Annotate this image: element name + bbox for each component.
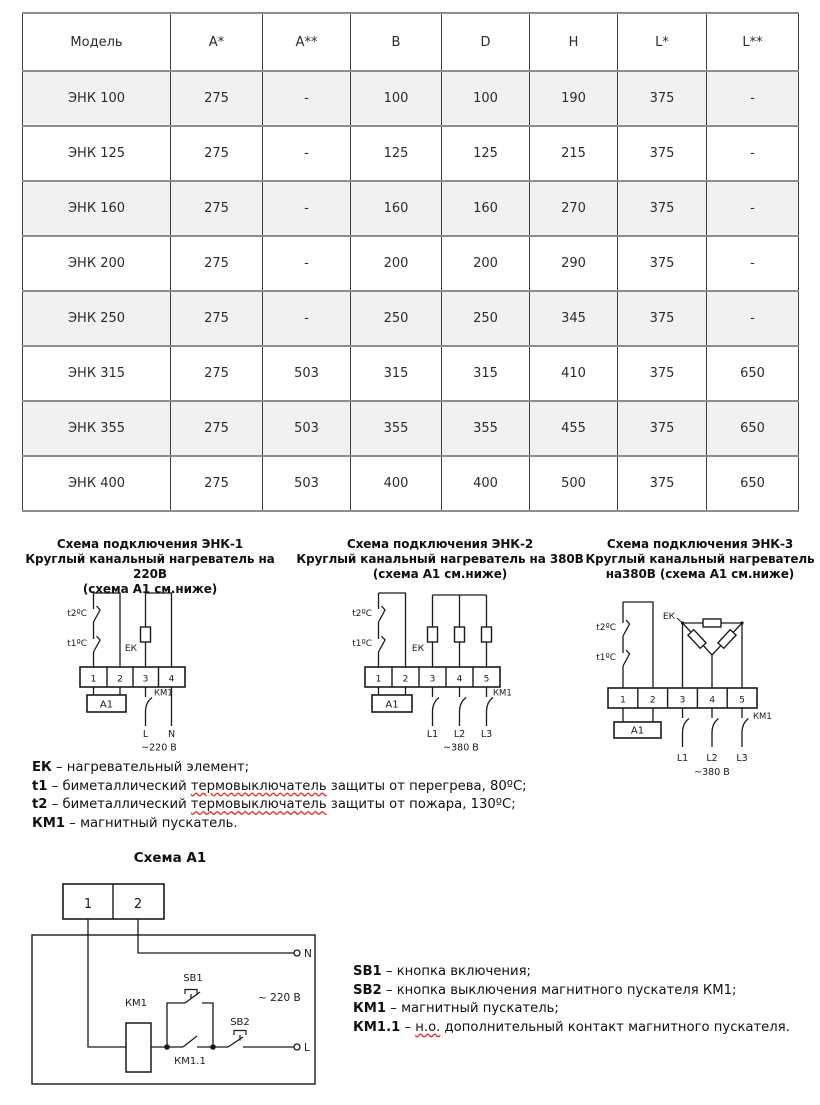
legend-line: t1 – биметаллический термовыключатель защиты от перегрева, 80ºС; [32, 778, 527, 794]
value-cell: 275 [171, 236, 263, 291]
thermal-switch-t1 [623, 650, 630, 666]
model-cell: ЭНК 160 [23, 181, 171, 236]
phase-l3-label: L3 [736, 753, 748, 764]
heater-element [718, 630, 736, 649]
value-cell: - [263, 126, 351, 181]
junction-dot [164, 1044, 170, 1050]
value-cell: - [263, 236, 351, 291]
sb1-contact [185, 992, 200, 1003]
heater-element [141, 627, 151, 642]
table-header-row [23, 13, 799, 71]
n-terminal [294, 950, 300, 956]
legend-line: SB2 – кнопка выключения магнитного пускателя КМ1; [353, 982, 737, 998]
phase-l-label: L [142, 729, 149, 740]
table-row [23, 291, 799, 346]
value-cell: 100 [351, 71, 442, 126]
sb2-button-actuator [234, 1031, 246, 1041]
title-line: Круглый канальный нагреватель на 220В [25, 552, 275, 581]
title-line: (схема А1 см.ниже) [82, 582, 218, 596]
value-cell: 200 [442, 236, 530, 291]
phase-l-label: L [304, 1042, 310, 1054]
km1-contact [742, 719, 749, 733]
terminal-number: 1 [83, 897, 93, 912]
thermal-switch-t2 [379, 606, 386, 622]
diagram-title-enk2 [290, 537, 590, 582]
thermal-switch-t2 [94, 606, 101, 622]
voltage-label: ~220 В [141, 742, 177, 754]
a1-label: А1 [385, 699, 399, 711]
terminal-number: 2 [117, 674, 123, 685]
km1-1-label: КМ1.1 [174, 1056, 206, 1067]
column-header: A* [171, 13, 263, 71]
heater-element [688, 630, 706, 649]
value-cell: 375 [618, 126, 707, 181]
table-row [23, 401, 799, 456]
schema-a1-title: Схема А1 [133, 850, 207, 866]
value-cell: 503 [263, 401, 351, 456]
terminal-number: 4 [709, 695, 716, 706]
t2-label: t2ºC [67, 609, 87, 619]
value-cell: 500 [530, 456, 618, 511]
value-cell: 355 [351, 401, 442, 456]
legend-line: SB1 – кнопка включения; [353, 964, 531, 979]
model-cell: ЭНК 400 [23, 456, 171, 511]
a1-wires [32, 884, 315, 1084]
table-row [23, 126, 799, 181]
km1-label: КМ1 [154, 688, 173, 699]
value-cell: 250 [442, 291, 530, 346]
column-header: D [442, 13, 530, 71]
t1-label: t1ºC [67, 639, 87, 649]
phase-l2-label: L2 [706, 753, 718, 764]
value-cell: 270 [530, 181, 618, 236]
ek-label: ЕК [124, 644, 137, 654]
terminal-number: 2 [649, 695, 656, 706]
value-cell: 410 [530, 346, 618, 401]
voltage-label: ~380 В [443, 742, 479, 754]
phase-l1-label: L1 [676, 753, 689, 764]
km1-contact [683, 719, 690, 733]
value-cell: 275 [171, 291, 263, 346]
model-cell: ЭНК 100 [23, 71, 171, 126]
phase-l3-label: L3 [480, 729, 493, 740]
model-cell: ЭНК 125 [23, 126, 171, 181]
terminal-number: 4 [456, 674, 463, 685]
enk1-wiring-diagram [10, 585, 290, 765]
model-cell: ЭНК 315 [23, 346, 171, 401]
model-cell: ЭНК 355 [23, 401, 171, 456]
title-line: Круглый канальный нагреватель [585, 552, 815, 566]
schema-a1-diagram [30, 876, 370, 1105]
column-header: A** [263, 13, 351, 71]
value-cell: 375 [618, 291, 707, 346]
value-cell: 160 [442, 181, 530, 236]
title-line: (схема А1 см.ниже) [372, 567, 508, 581]
value-cell: 250 [351, 291, 442, 346]
table-row [23, 456, 799, 511]
enk1-wires [80, 593, 185, 726]
ek-label: ЕК [411, 644, 424, 654]
value-cell: 375 [618, 236, 707, 291]
phase-l1-label: L1 [426, 729, 439, 740]
value-cell: 400 [351, 456, 442, 511]
voltage-label: ~380 В [694, 767, 730, 778]
value-cell: 455 [530, 401, 618, 456]
button-legend [353, 963, 790, 1037]
t1-label: t1ºC [596, 653, 616, 663]
voltage-label: ~ 220 В [258, 992, 301, 1004]
sb1-label: SB1 [183, 973, 203, 984]
title-line: Схема подключения ЭНК-2 [346, 537, 534, 551]
t2-label: t2ºC [596, 623, 616, 633]
model-cell: ЭНК 200 [23, 236, 171, 291]
legend-line: КМ1 – магнитный пускатель; [353, 1001, 559, 1017]
table-row [23, 71, 799, 126]
sb2-contact [228, 1037, 243, 1047]
value-cell: 375 [618, 71, 707, 126]
diagram-title-enk3 [578, 537, 820, 582]
km1-contact [433, 698, 440, 712]
value-cell: 315 [351, 346, 442, 401]
value-cell: 190 [530, 71, 618, 126]
t2-label: t2ºC [352, 609, 372, 619]
terminal-number: 1 [620, 695, 626, 706]
ek-label: ЕК [662, 612, 675, 622]
terminal-number: 3 [429, 674, 436, 685]
terminal-number: 1 [375, 674, 382, 685]
a1-label: А1 [99, 699, 114, 711]
junction-dot [210, 1044, 216, 1050]
value-cell: 215 [530, 126, 618, 181]
column-header: Модель [23, 13, 171, 71]
value-cell: 275 [171, 181, 263, 236]
model-cell: ЭНК 250 [23, 291, 171, 346]
terminal-number: 1 [90, 674, 97, 685]
value-cell: 125 [351, 126, 442, 181]
terminal-number: 3 [679, 695, 686, 706]
column-header: B [351, 13, 442, 71]
value-cell: - [707, 236, 799, 291]
value-cell: 400 [442, 456, 530, 511]
sb1-button-actuator [185, 990, 197, 999]
terminal-number: 5 [739, 695, 745, 706]
value-cell: - [707, 71, 799, 126]
value-cell: 375 [618, 456, 707, 511]
heater-element [482, 627, 492, 642]
km1-label: КМ1 [753, 712, 772, 722]
km1-coil [126, 1023, 151, 1072]
a1-label: А1 [630, 725, 645, 737]
value-cell: 375 [618, 346, 707, 401]
table-row [23, 181, 799, 236]
terminal-number: 2 [402, 674, 409, 685]
value-cell: 125 [442, 126, 530, 181]
heater-element [703, 619, 721, 627]
value-cell: 375 [618, 181, 707, 236]
a1-labels [84, 897, 312, 1067]
value-cell: 275 [171, 71, 263, 126]
column-header: L** [707, 13, 799, 71]
title-line: Схема подключения ЭНК-1 [56, 537, 244, 551]
value-cell: 375 [618, 401, 707, 456]
thermal-switch-t2 [623, 620, 630, 636]
km1-label: КМ1 [124, 998, 148, 1009]
km1-contact [712, 719, 719, 733]
enk2-wiring-diagram [295, 585, 595, 765]
value-cell: 290 [530, 236, 618, 291]
value-cell: 200 [351, 236, 442, 291]
legend-line: t2 – биметаллический термовыключатель защиты от пожара, 130ºС; [32, 797, 516, 813]
enk3-wiring-diagram [585, 585, 820, 797]
value-cell: 275 [171, 126, 263, 181]
legend-line: КМ1 – магнитный пускатель. [32, 815, 238, 831]
phase-l2-label: L2 [453, 729, 466, 740]
sb2-label: SB2 [230, 1017, 250, 1028]
l-terminal [294, 1044, 300, 1050]
value-cell: 650 [707, 401, 799, 456]
value-cell: 315 [442, 346, 530, 401]
neutral-label: N [304, 948, 312, 960]
enk1-labels [67, 609, 177, 754]
value-cell: 100 [442, 71, 530, 126]
neutral-label: N [167, 729, 176, 740]
terminal-number: 5 [483, 674, 490, 685]
column-header: L* [618, 13, 707, 71]
value-cell: - [263, 181, 351, 236]
km1-contact [146, 698, 153, 712]
title-line: на380В (схема А1 см.ниже) [605, 567, 795, 581]
table-row [23, 346, 799, 401]
component-legend [32, 759, 527, 833]
legend-line: КМ1.1 – н.о. дополнительный контакт магнитного пускателя. [353, 1019, 790, 1035]
heater-element [455, 627, 465, 642]
value-cell: 275 [171, 456, 263, 511]
value-cell: 275 [171, 346, 263, 401]
terminal-number: 4 [168, 674, 175, 685]
title-line: Круглый канальный нагреватель на 380В [296, 552, 584, 566]
terminal-number: 3 [142, 674, 149, 685]
t1-label: t1ºC [352, 639, 372, 649]
value-cell: - [263, 71, 351, 126]
heater-element [428, 627, 438, 642]
value-cell: 503 [263, 346, 351, 401]
column-header: H [530, 13, 618, 71]
value-cell: 650 [707, 456, 799, 511]
value-cell: - [707, 181, 799, 236]
value-cell: 355 [442, 401, 530, 456]
value-cell: 160 [351, 181, 442, 236]
km1-contact [460, 698, 467, 712]
terminal-number: 2 [133, 897, 143, 912]
legend-line: ЕК – нагревательный элемент; [32, 760, 250, 775]
km1-1-contact [183, 1036, 197, 1047]
value-cell: 650 [707, 346, 799, 401]
value-cell: - [263, 291, 351, 346]
km1-label: КМ1 [493, 688, 512, 699]
table-row [23, 236, 799, 291]
value-cell: - [707, 291, 799, 346]
title-line: Схема подключения ЭНК-3 [606, 537, 794, 551]
dimensions-table [22, 12, 799, 512]
thermal-switch-t1 [379, 636, 386, 652]
value-cell: 345 [530, 291, 618, 346]
value-cell: 275 [171, 401, 263, 456]
value-cell: 503 [263, 456, 351, 511]
thermal-switch-t1 [94, 636, 101, 652]
km1-contact [487, 698, 494, 712]
value-cell: - [707, 126, 799, 181]
